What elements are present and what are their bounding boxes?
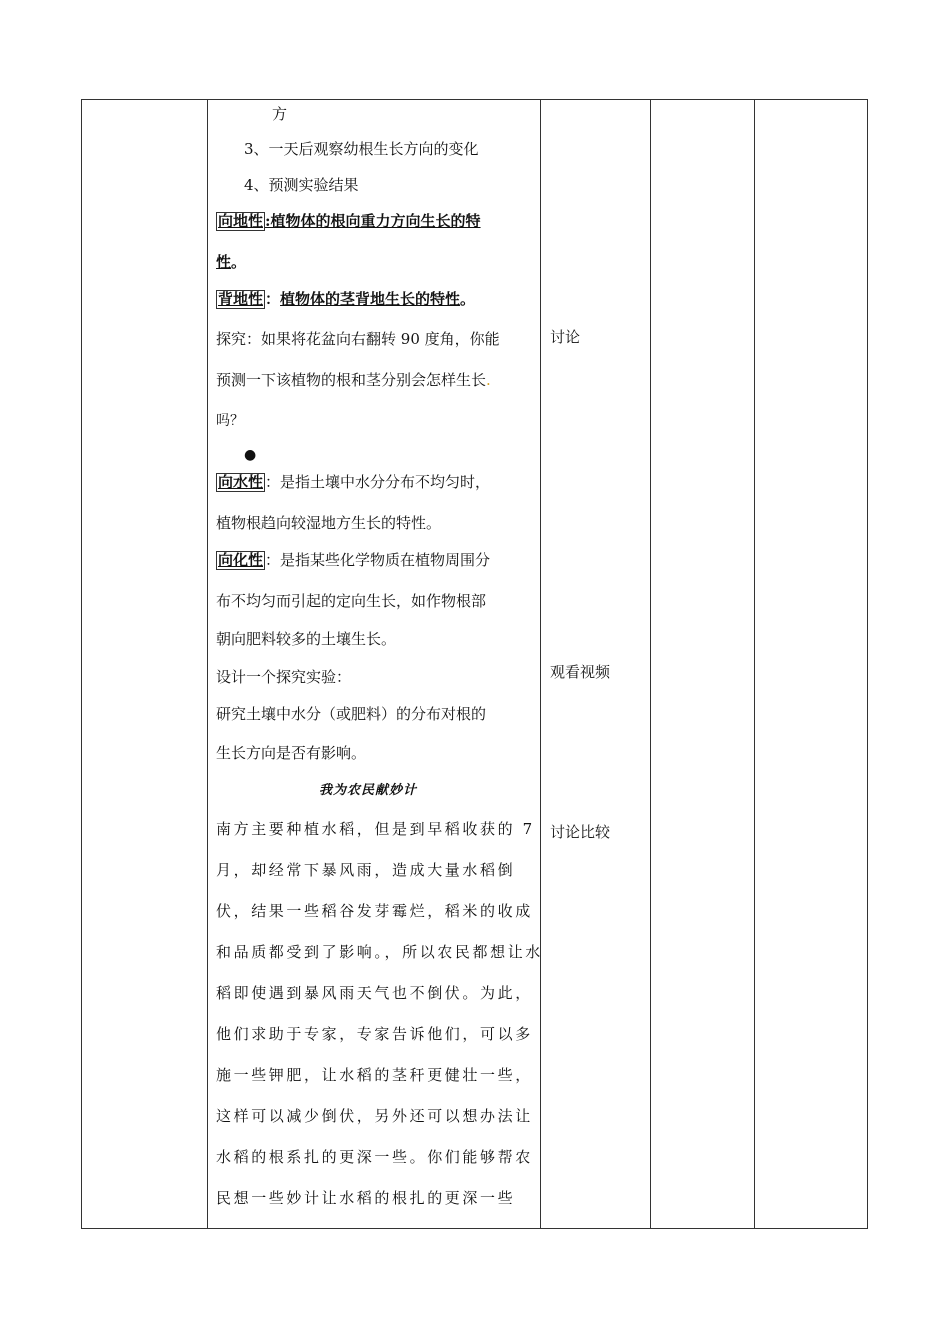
story-line: 月，却经常下暴风雨，造成大量水稻倒 [216,861,516,879]
story-line: 他们求助于专家，专家告诉他们，可以多 [216,1025,533,1043]
story-line: 水稻的根系扎的更深一些。你们能够帮农 [216,1148,533,1166]
activity-watch-video: 观看视频 [550,663,611,681]
column-divider [754,100,755,1228]
geotropism-text: :植物体的根向重力方向生长的特 [265,212,481,230]
story-line: 南方主要种植水稻，但是到早稻收获的 7 [216,820,535,838]
annotation-mark: . [486,371,491,389]
explore-text: 预测一下该植物的根和茎分别会怎样生长 [216,371,487,389]
chemotropism-text: ：是指某些化学物质在植物周围分 [265,551,491,569]
neg-geotropism-text: 植物体的茎背地生长的特性 [280,290,461,308]
neg-geotropism-definition [216,289,475,309]
geotropism-definition [216,211,481,231]
column-divider [540,100,541,1228]
geotropism-term: 向地性 [218,212,264,230]
activity-discuss: 讨论 [550,328,581,346]
geotropism-definition-cont [216,252,246,272]
design-experiment: 设计一个探究实验： [216,668,352,686]
column-divider [207,100,208,1228]
hydrotropism-text-cont: 植物根趋向较湿地方生长的特性。 [216,514,442,532]
story-line: 伏，结果一些稻谷发芽霉烂，稻米的收成 [216,902,533,920]
chemotropism-definition [216,550,490,570]
column-divider [650,100,651,1228]
research-topic: 研究土壤中水分（或肥料）的分布对根的 [216,705,487,723]
chemotropism-text-end: 朝向肥料较多的土壤生长。 [216,630,397,648]
research-topic-cont: 生长方向是否有影响。 [216,744,367,762]
chemotropism-term: 向化性 [218,551,264,569]
explore-question-end: 吗？ [216,413,244,429]
story-line: 民想一些妙计让水稻的根扎的更深一些 [216,1189,516,1207]
colon: ： [265,290,281,308]
explore-question-cont [216,370,491,390]
story-line: 稻即使遇到暴风雨天气也不倒伏。为此， [216,984,533,1002]
lesson-table [81,99,868,1229]
hydrotropism-definition [216,472,490,492]
explore-question: 探究：如果将花盆向右翻转 90 度角，你能 [216,330,500,348]
period: 。 [460,290,476,308]
step-3: 3、一天后观察幼根生长方向的变化 [244,140,479,158]
hydrotropism-text: ：是指土壤中水分分布不均匀时， [265,473,491,491]
chemotropism-text-cont: 布不均匀而引起的定向生长，如作物根部 [216,592,487,610]
step-4: 4、预测实验结果 [244,176,359,194]
story-line: 和品质都受到了影响。，所以农民都想让水 [216,943,543,961]
period: 。 [231,253,247,271]
story-line: 这样可以减少倒伏，另外还可以想办法让 [216,1107,533,1125]
neg-geotropism-term: 背地性 [218,290,264,308]
bullet-icon: ● [244,447,257,463]
content-line: 方 [272,105,288,123]
geotropism-text-cont: 性 [216,253,232,271]
story-line: 施一些钾肥，让水稻的茎秆更健壮一些， [216,1066,533,1084]
activity-discuss-compare: 讨论比较 [550,823,611,841]
hydrotropism-term: 向水性 [218,473,264,491]
story-title: 我为农民献妙计 [319,783,418,798]
